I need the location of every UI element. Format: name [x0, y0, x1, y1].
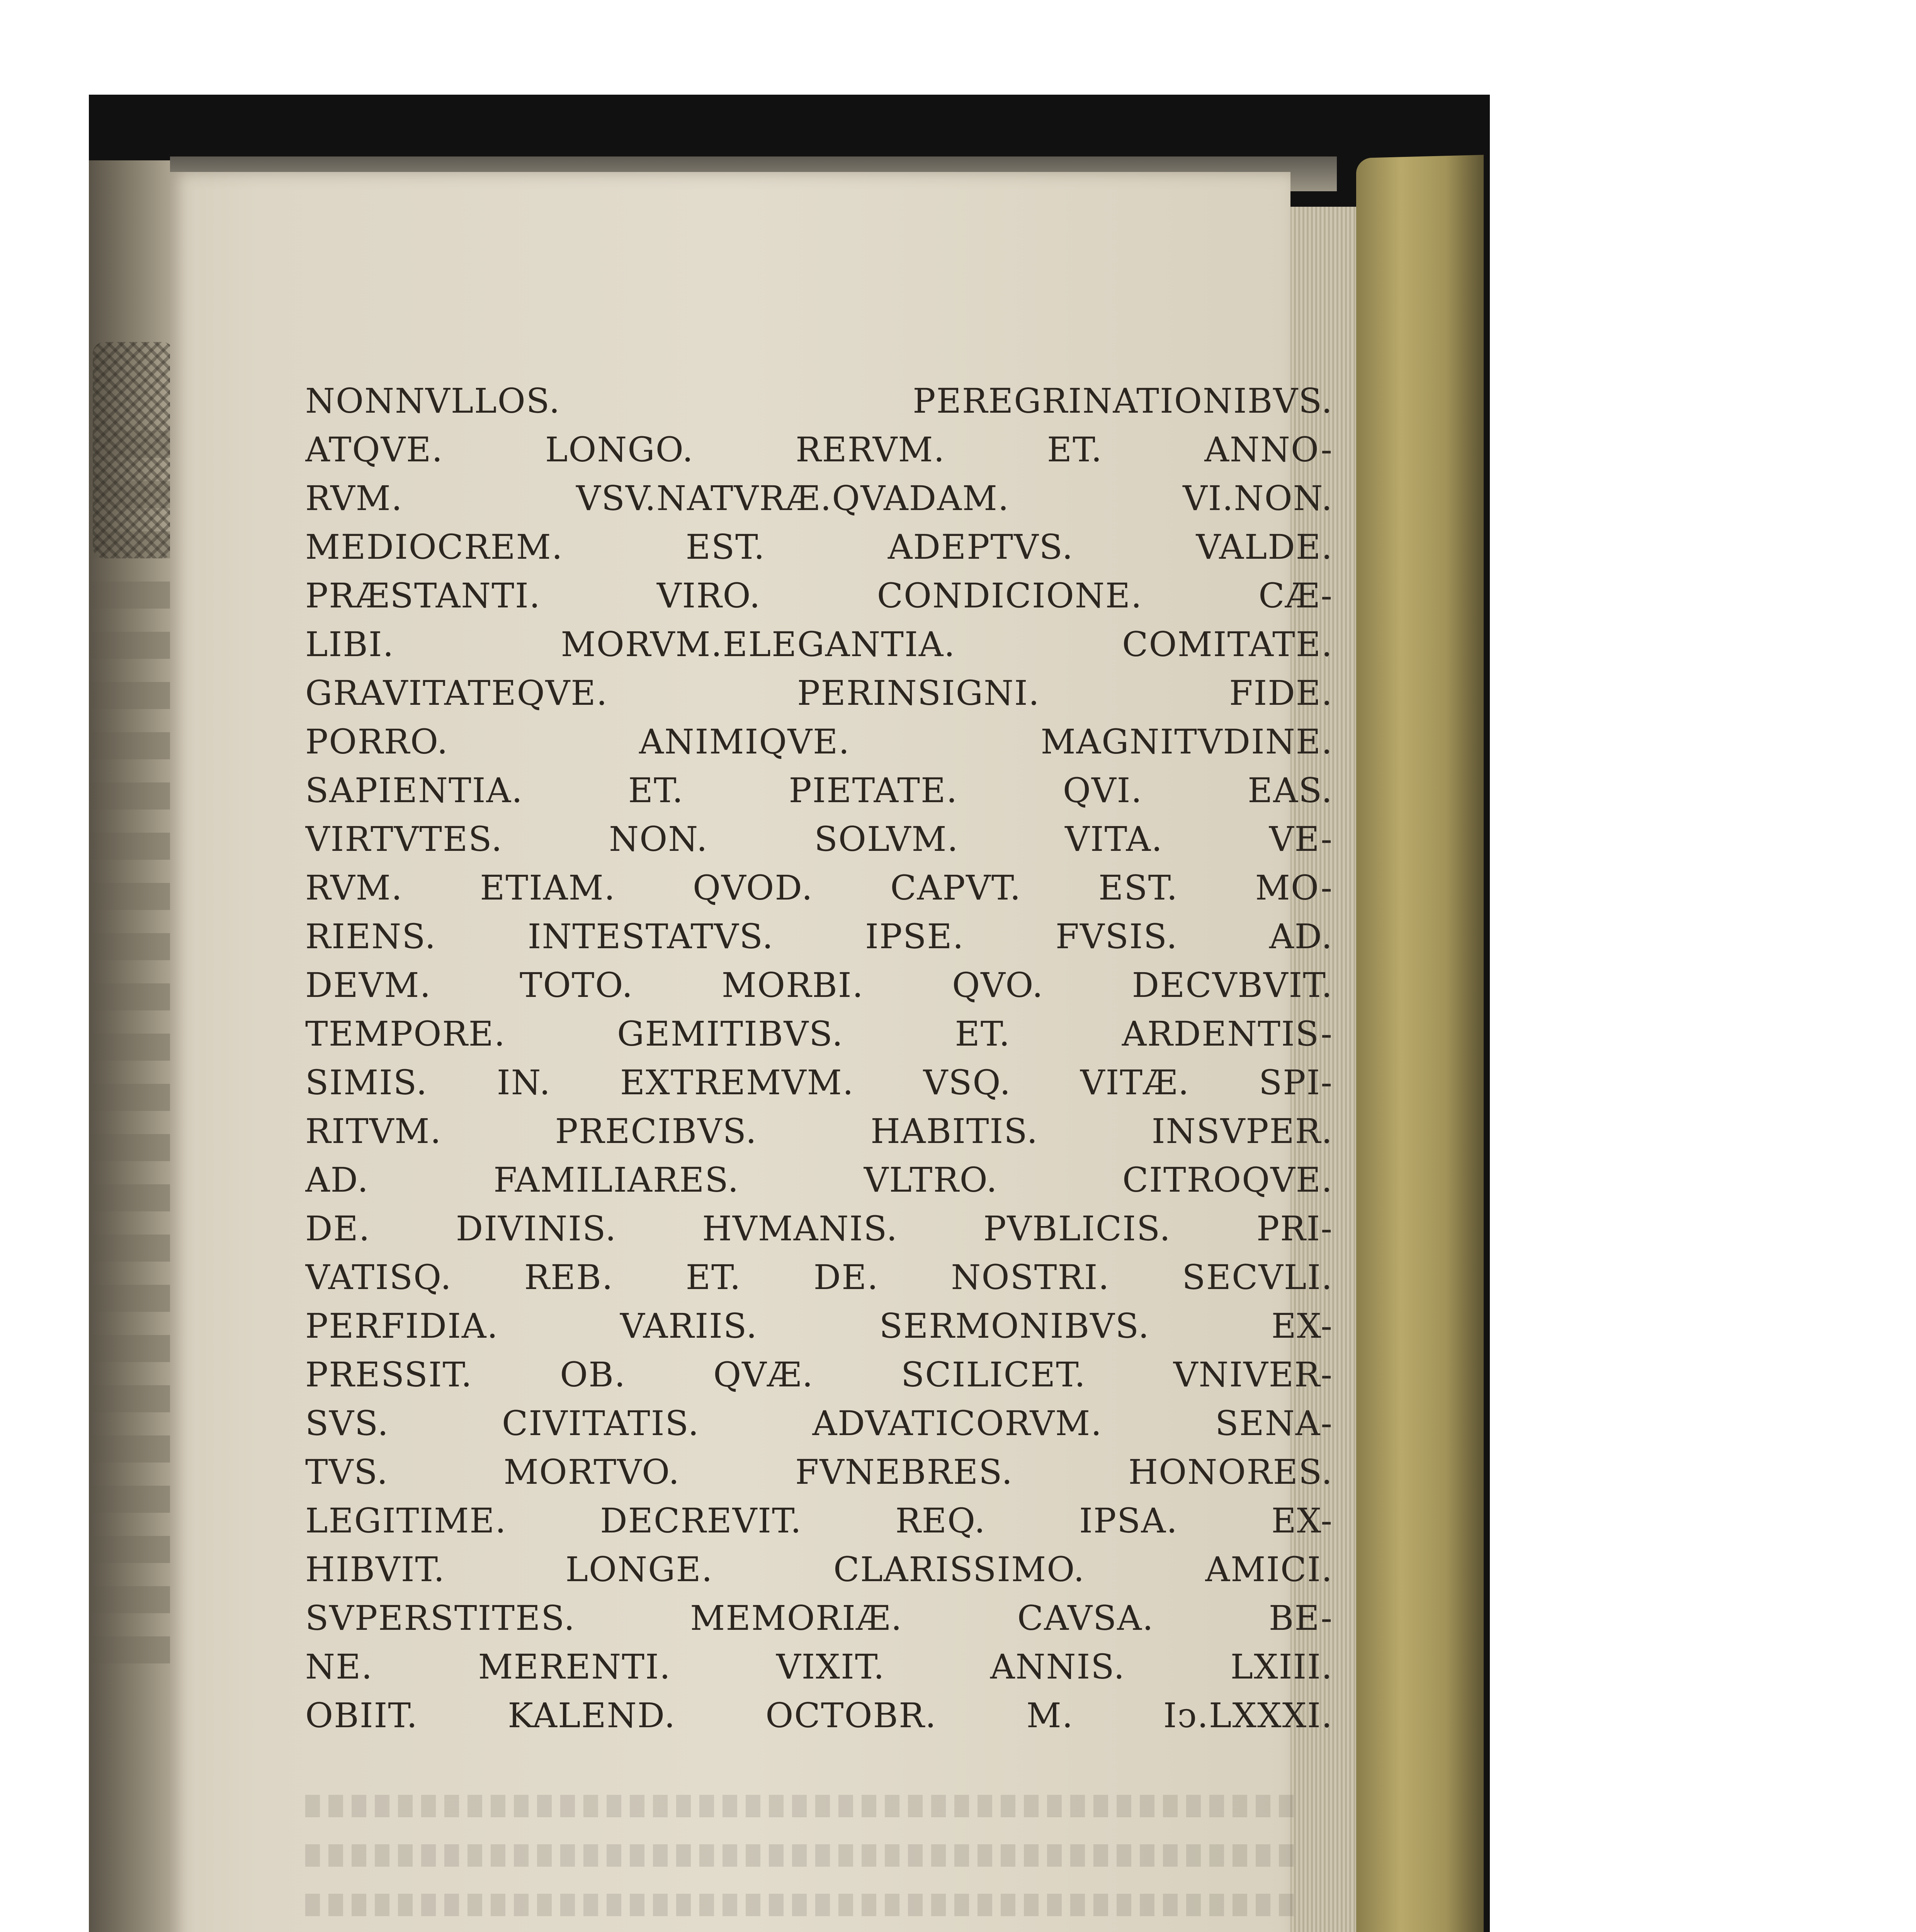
book-cover-board	[1356, 155, 1484, 1932]
text-line: NONNVLLOS. PEREGRINATIONIBVS.	[305, 381, 1333, 421]
epitaph-text	[305, 377, 1333, 1740]
text-line: PERFIDIA. VARIIS. SERMONIBVS. EX-	[305, 1306, 1333, 1346]
show-through-text	[305, 1795, 1294, 1932]
text-line: RIENS. INTESTATVS. IPSE. FVSIS. AD.	[305, 917, 1333, 956]
text-line: DE. DIVINIS. HVMANIS. PVBLICIS. PRI-	[305, 1209, 1333, 1248]
text-line: RVM. VSV.NATVRÆ.QVADAM. VI.NON.	[305, 478, 1333, 518]
text-line: PRÆSTANTI. VIRO. CONDICIONE. CÆ-	[305, 576, 1333, 616]
text-line: LIBI. MORVM.ELEGANTIA. COMITATE.	[305, 624, 1333, 664]
text-line: SVPERSTITES. MEMORIÆ. CAVSA. BE-	[305, 1598, 1333, 1638]
text-line: PRESSIT. OB. QVÆ. SCILICET. VNIVER-	[305, 1355, 1333, 1395]
scan-image	[89, 95, 1490, 1932]
text-line: PORRO. ANIMIQVE. MAGNITVDINE.	[305, 722, 1333, 762]
text-line: VIRTVTES. NON. SOLVM. VITA. VE-	[305, 819, 1333, 859]
text-line: GRAVITATEQVE. PERINSIGNI. FIDE.	[305, 673, 1333, 713]
text-line: VATISQ. REB. ET. DE. NOSTRI. SECVLI.	[305, 1257, 1333, 1297]
text-line: MEDIOCREM. EST. ADEPTVS. VALDE.	[305, 527, 1333, 567]
text-line: RITVM. PRECIBVS. HABITIS. INSVPER.	[305, 1111, 1333, 1151]
text-line: NE. MERENTI. VIXIT. ANNIS. LXIII.	[305, 1647, 1333, 1687]
facing-page-text-traces	[89, 431, 178, 1932]
text-line: SAPIENTIA. ET. PIETATE. QVI. EAS.	[305, 770, 1333, 810]
text-line: RVM. ETIAM. QVOD. CAPVT. EST. MO-	[305, 868, 1333, 908]
text-line: DEVM. TOTO. MORBI. QVO. DECVBVIT.	[305, 965, 1333, 1005]
text-line: TEMPORE. GEMITIBVS. ET. ARDENTIS-	[305, 1014, 1333, 1054]
text-line: ATQVE. LONGO. RERVM. ET. ANNO-	[305, 430, 1333, 469]
text-line: SVS. CIVITATIS. ADVATICORVM. SENA-	[305, 1403, 1333, 1443]
text-line: OBIIT. KALEND. OCTOBR. M. Iↄ.LXXXI.	[305, 1696, 1333, 1735]
text-line: SIMIS. IN. EXTREMVM. VSQ. VITÆ. SPI-	[305, 1063, 1333, 1102]
text-line: AD. FAMILIARES. VLTRO. CITROQVE.	[305, 1160, 1333, 1200]
book-page	[170, 172, 1333, 1932]
text-line: HIBVIT. LONGE. CLARISSIMO. AMICI.	[305, 1549, 1333, 1589]
text-line: LEGITIME. DECREVIT. REQ. IPSA. EX-	[305, 1501, 1333, 1541]
text-line: TVS. MORTVO. FVNEBRES. HONORES.	[305, 1452, 1333, 1492]
